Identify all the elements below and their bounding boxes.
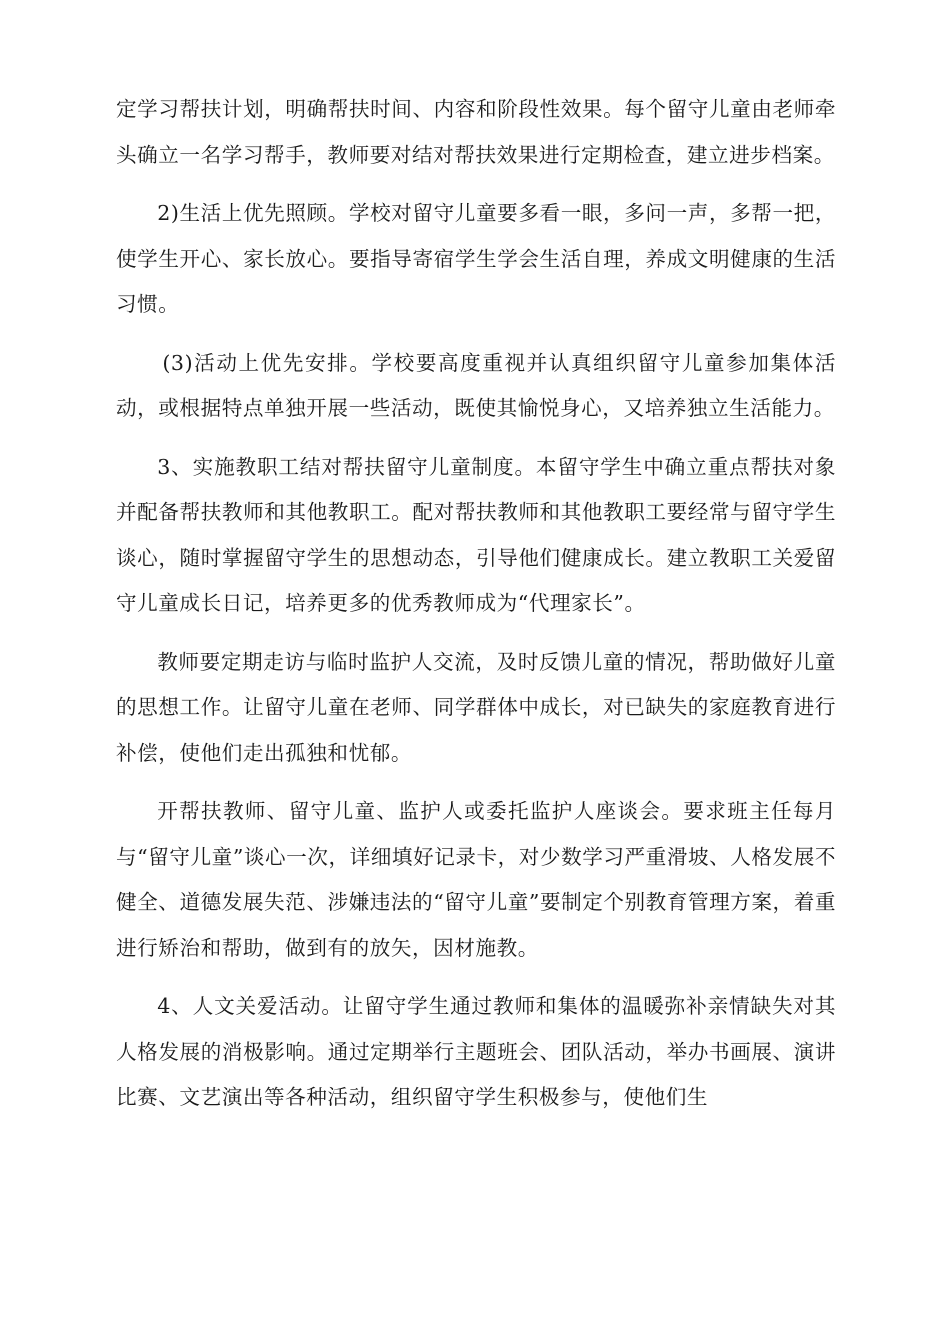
paragraph-symposium: 开帮扶教师、留守儿童、监护人或委托监护人座谈会。要求班主任每月与“留守儿童”谈心一次，详细填好记录卡，对少数学习严重滑坡、人格发展不健全、道德发展失范、涉嫌违法的“留守儿童”要制定个别教育管理方案，着重进行矫治和帮助，做到有的放矢，因材施教。: [116, 799, 836, 960]
paragraph-guardian-visits: 教师要定期走访与临时监护人交流，及时反馈儿童的情况，帮助做好儿童的思想工作。让留守儿童在老师、同学群体中成长，对已缺失的家庭教育进行补偿，使他们走出孤独和忧郁。: [116, 649, 836, 765]
paragraph-life-care: 2)生活上优先照顾。学校对留守儿童要多看一眼，多问一声，多帮一把，使学生开心、家长放心。要指导寄宿学生学会生活自理，养成文明健康的生活习惯。: [116, 201, 836, 316]
paragraph-activity-arrangement: (3)活动上优先安排。学校要高度重视并认真组织留守儿童参加集体活动，或根据特点单独开展一些活动，既使其愉悦身心，又培养独立生活能力。: [116, 350, 836, 420]
paragraph-staff-pairing: 3、实施教职工结对帮扶留守儿童制度。本留守学生中确立重点帮扶对象并配备帮扶教师和其他教职工。配对帮扶教师和其他教职工要经常与留守学生谈心，随时掌握留守学生的思想动态，引导他们健康成长。建立教职工关爱留守儿童成长日记，培养更多的优秀教师成为“代理家长”。: [116, 454, 836, 615]
paragraph-humanistic-care: 4、人文关爱活动。让留守学生通过教师和集体的温暖弥补亲情缺失对其人格发展的消极影响。通过定期举行主题班会、团队活动，举办书画展、演讲比赛、文艺演出等各种活动，组织留守学生积极参与，使他们生: [116, 994, 836, 1109]
document-body: [116, 87, 836, 1134]
paragraph-study-plan-continued: 定学习帮扶计划，明确帮扶时间、内容和阶段性效果。每个留守儿童由老师牵头确立一名学习帮手，教师要对结对帮扶效果进行定期检查，建立进步档案。: [116, 97, 836, 167]
